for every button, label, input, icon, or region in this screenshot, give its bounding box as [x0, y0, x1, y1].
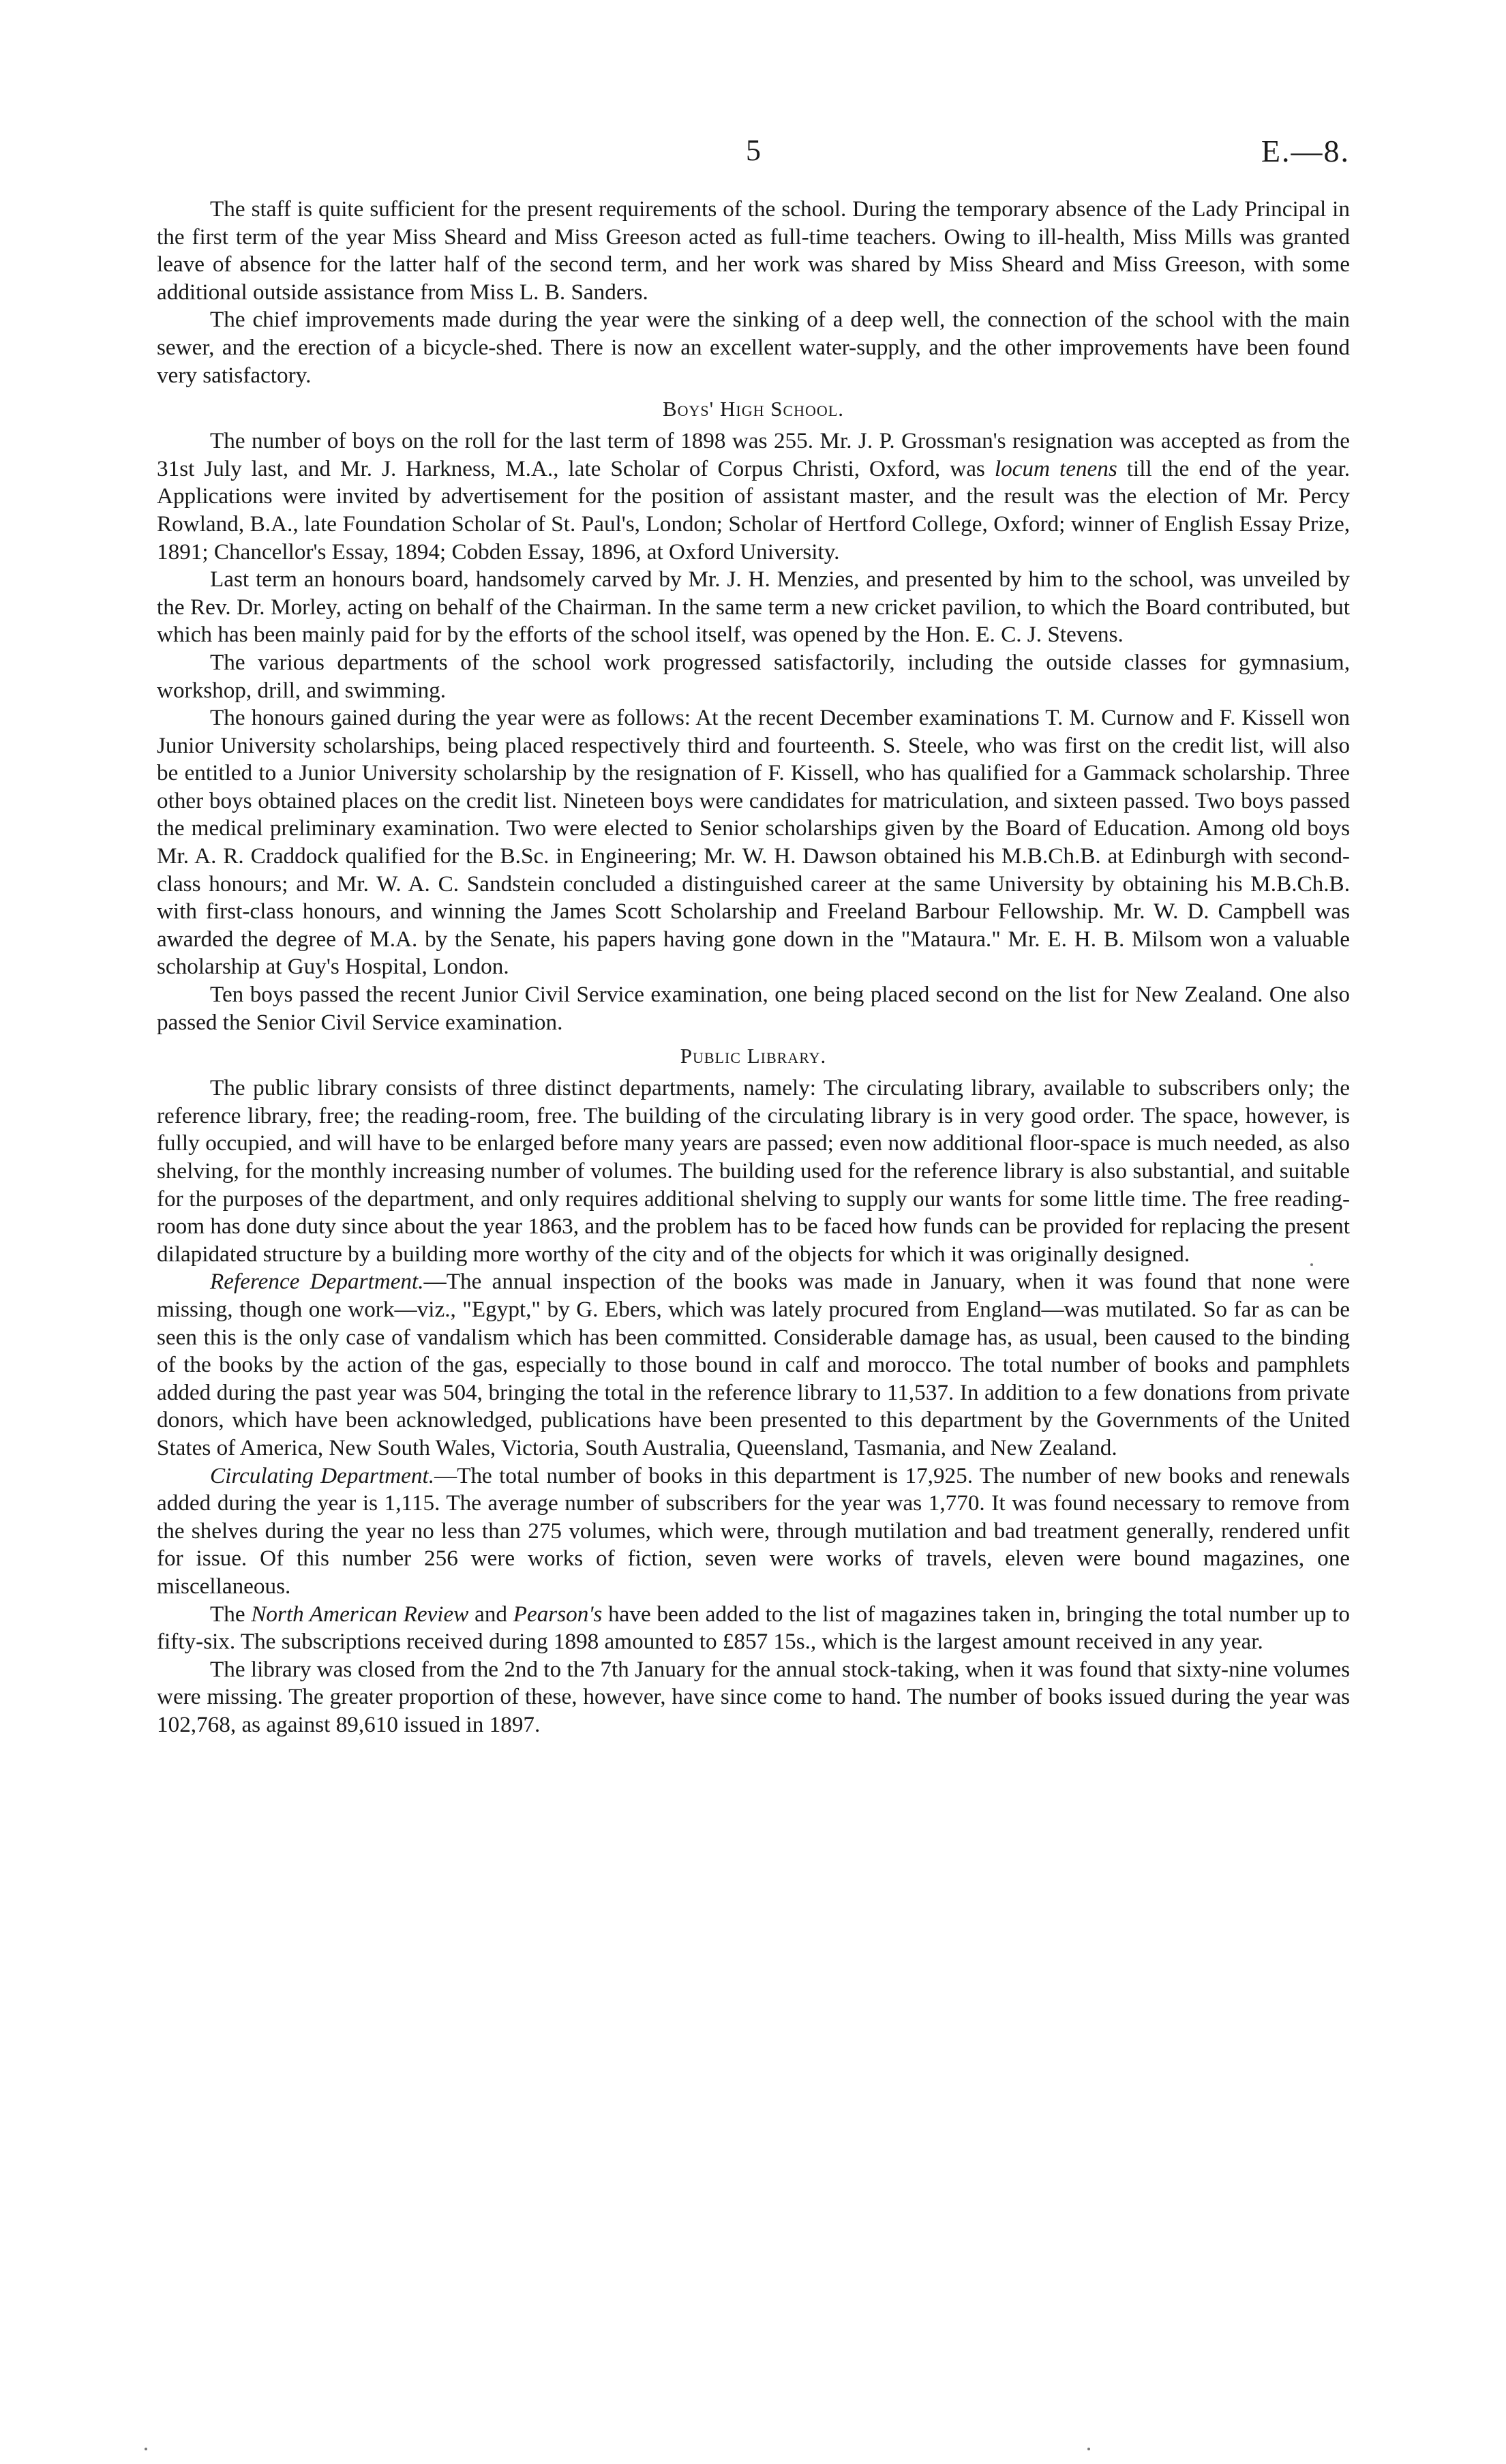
page-number: 5	[746, 134, 761, 167]
text-run: till the end of the year. Applications were invited by advertisement for the position of assistant master, and the result was the election of Mr. Percy Rowland, B.A., late Foundation Scholar of St. Paul's, London; Scholar of Hertford College, Oxford; winner of English Essay Prize, 1891; Chancellor's Essay, 1894; Cobden Essay, 1896, at Oxford University.	[157, 455, 1351, 565]
paragraph: The library was closed from the 2nd to the 7th January for the annual stock-taking, when it was found that sixty-nine volumes were missing. The greater proportion of these, however, have since come to hand. The number of books issued during the year was 102,768, as against 89,610 issued in 1897.	[157, 1656, 1350, 1737]
paragraph: The honours gained during the year were as follows: At the recent December examinations T. M. Curnow and F. Kissell won Junior University scholarships, being placed respectively third and fourteenth. S. Steele, who was first on the credit list, will also be entitled to a Junior University scholarship by the resignation of F. Kissell, who has qualified for a Gammack scholarship. Three other boys obtained places on the credit list. Nineteen boys were candidates for matriculation, and sixteen passed. Two boys passed the medical preliminary examination. Two were elected to Senior scholarships given by the Board of Education. Among old boys Mr. A. R. Craddock qualified for the B.Sc. in Engineering; Mr. W. H. Dawson obtained his M.B.Ch.B. at Edinburgh with second-class honours; and Mr. W. A. C. Sandstein concluded a distinguished career at the same University by obtaining his M.B.Ch.B. with first-class honours, and winning the James Scott Scholarship and Freeland Barbour Fellowship. Mr. W. D. Campbell was awarded the degree of M.A. by the Senate, his papers having gone down in the "Mataura." Mr. E. H. B. Milsom won a valuable scholarship at Guy's Hospital, London.	[157, 705, 1350, 980]
paragraph: Last term an honours board, handsomely carved by Mr. J. H. Menzies, and presented by him to the school, was unveiled by the Rev. Dr. Morley, acting on behalf of the Chairman. In the same term a new cricket pavilion, to which the Board contributed, but which has been mainly paid for by the efforts of the school itself, was opened by the Hon. E. C. J. Stevens.	[157, 567, 1350, 648]
paragraph: Ten boys passed the recent Junior Civil Service examination, one being placed second on the list for New Zealand. One also passed the Senior Civil Service examination.	[157, 982, 1350, 1035]
paragraph	[157, 1601, 1350, 1656]
subsection-title: Circulating Department.	[210, 1462, 434, 1488]
paragraph	[157, 427, 1350, 566]
body-text	[157, 196, 1350, 1739]
paragraph	[157, 1462, 1350, 1601]
text-run: —The total number of books in this department is 17,925. The number of new books and renewals added during the year is 1,115. The average number of subscribers for the year was 1,770. It was found necessary to remove from the shelves during the year no less than 275 volumes, which were, through mutilation and bad treatment generally, rendered unfit for issue. Of this number 256 were works of fiction, seven were works of travels, eleven were bound magazines, one miscellaneous.	[157, 1462, 1351, 1599]
text-run: have been added to the list of magazines taken in, bringing the total number up to fifty-six. The subscriptions received during 1898 amounted to £857 15s., which is the largest amount received in any year.	[157, 1601, 1350, 1655]
text-run: and	[468, 1601, 513, 1627]
scan-speck	[1087, 2448, 1090, 2450]
scan-speck	[1310, 1263, 1313, 1266]
boys-high-school-section	[157, 396, 1350, 1036]
text-run: The number of boys on the roll for the last term of 1898 was 255. Mr. J. P. Grossman's resignation was accepted as from the 31st July last, and Mr. J. Harkness, M.A., late Scholar of Corpus Christi, Oxford, was	[157, 428, 1350, 481]
paragraph: The chief improvements made during the year were the sinking of a deep well, the connection of the school with the main sewer, and the erection of a bicycle-shed. There is now an excellent water-supply, and the other improvements have been found very satisfactory.	[157, 307, 1350, 388]
section-heading: Public Library.	[680, 1044, 827, 1068]
public-library-section	[157, 1043, 1350, 1739]
text-run: The	[210, 1601, 252, 1627]
italic-title: Pearson's	[513, 1601, 603, 1627]
subsection-title: Reference Department.	[210, 1269, 424, 1295]
girls-school-section	[157, 196, 1350, 389]
paragraph: The public library consists of three distinct departments, namely: The circulating library, available to subscribers only; the reference library, free; the reading-room, free. The building of the circulating library is in very good order. The space, however, is fully occupied, and will have to be enlarged before many years are passed; even now additional floor-space is much needed, as also shelving, for the monthly increasing number of volumes. The building used for the reference library is also substantial, and suitable for the purposes of the department, and only requires additional shelving to supply our wants for some little time. The free reading-room has done duty since about the year 1863, and the problem has to be faced how funds can be provided for replacing the present dilapidated structure by a building more worthy of the city and of the objects for which it was originally designed.	[157, 1075, 1350, 1267]
scan-speck	[145, 2448, 147, 2450]
paragraph: The staff is quite sufficient for the present requirements of the school. During the temporary absence of the Lady Principal in the first term of the year Miss Sheard and Miss Greeson acted as full-time teachers. Owing to ill-health, Miss Mills was granted leave of absence for the latter half of the second term, and her work was shared by Miss Sheard and Miss Greeson, with some additional outside assistance from Miss L. B. Sanders.	[157, 196, 1350, 305]
section-heading: Boys' High School.	[662, 397, 845, 421]
page-header	[157, 133, 1350, 174]
document-code: E.—8.	[1261, 134, 1350, 168]
italic-title: North American Review	[251, 1601, 469, 1627]
paragraph: The various departments of the school work progressed satisfactorily, including the outside classes for gymnasium, workshop, drill, and swimming.	[157, 649, 1350, 703]
text-run: —The annual inspection of the books was made in January, when it was found that none were missing, though one work—viz., "Egypt," by G. Ebers, which was lately procured from England—was mutilated. So far as can be seen this is the only case of vandalism which has been committed. Considerable damage has, as usual, been caused to the binding of the books by the action of the gas, especially to those bound in calf and morocco. The total number of books and pamphlets added during the past year was 504, bringing the total in the reference library to 11,537. In addition to a few donations from private donors, which have been acknowledged, publications have been presented to this department by the Governments of the United States of America, New South Wales, Victoria, South Australia, Queensland, Tasmania, and New Zealand.	[157, 1269, 1351, 1460]
paragraph	[157, 1268, 1350, 1462]
italic-term: locum tenens	[994, 455, 1117, 481]
